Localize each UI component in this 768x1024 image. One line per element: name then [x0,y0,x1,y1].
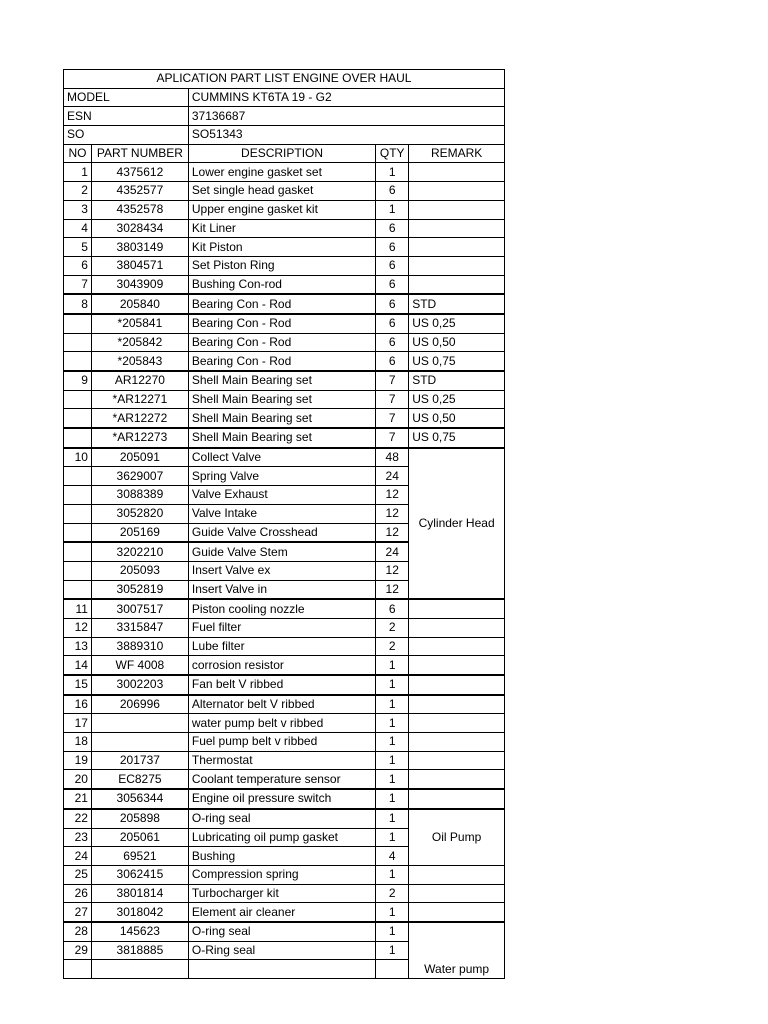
sheet-viewport [63,69,505,976]
cell-description: Kit Liner [188,219,375,238]
cell-qty: 1 [376,770,409,789]
cell-no: 28 [64,922,92,941]
cell-remark [409,599,505,618]
table-row [64,789,505,809]
cell-qty: 6 [376,182,409,201]
cell-description: Turbocharger kit [188,884,375,903]
cell-description: Element air cleaner [188,903,375,922]
table-row [64,371,505,390]
table-row [64,238,505,257]
cell-part-number: 3801814 [91,884,188,903]
cell-description: Collect Valve [188,448,375,467]
cell-remark [409,865,505,884]
cell-no [64,314,92,333]
table-row [64,751,505,770]
table-row [64,675,505,695]
table-row [64,618,505,637]
cell-description: O-ring seal [188,809,375,828]
table-row [64,809,505,828]
cell-remark [409,656,505,675]
cell-remark [409,751,505,770]
info-value: SO51343 [188,126,504,145]
cell-no: 26 [64,884,92,903]
cell-no: 27 [64,903,92,922]
cell-no: 18 [64,733,92,752]
table-row [64,903,505,922]
cell-qty: 2 [376,884,409,903]
table-row [64,333,505,352]
cell-part-number: 69521 [91,847,188,866]
cell-no [64,486,92,505]
cell-qty: 12 [376,580,409,599]
cell-description: Valve Intake [188,504,375,523]
cell-remark: US 0,50 [409,333,505,352]
cell-no: 1 [64,163,92,182]
cell-no: 12 [64,618,92,637]
group-remark-oil-pump: Oil Pump [409,809,505,866]
header-part-number: PART NUMBER [91,144,188,163]
cell-remark [409,695,505,714]
cell-part-number: 205061 [91,828,188,847]
cell-description: Lubricating oil pump gasket [188,828,375,847]
cell-qty: 6 [376,219,409,238]
cell-remark [409,770,505,789]
cell-qty: 6 [376,238,409,257]
cell-qty: 1 [376,695,409,714]
group-remark-cylinder-head: Cylinder Head [409,448,505,600]
cell-description: Lube filter [188,637,375,656]
cell-qty: 6 [376,333,409,352]
cell-part-number: 4352578 [91,200,188,219]
cell-no: 9 [64,371,92,390]
info-row-model [64,88,505,107]
table-row [64,922,505,941]
cell-part-number: 3315847 [91,618,188,637]
part-list-table [63,69,505,979]
cell-description: Set single head gasket [188,182,375,201]
cell-no: 29 [64,941,92,960]
cell-description: Shell Main Bearing set [188,371,375,390]
cell-qty: 1 [376,714,409,733]
info-label: ESN [64,107,189,126]
cell-qty: 1 [376,922,409,941]
cell-qty: 1 [376,903,409,922]
cell-part-number: 3007517 [91,599,188,618]
cell-description: Spring Valve [188,467,375,486]
table-row [64,714,505,733]
header-row [64,144,505,163]
cell-description: Shell Main Bearing set [188,428,375,448]
cell-qty: 6 [376,256,409,275]
cell-qty: 1 [376,865,409,884]
cell-description: Compression spring [188,865,375,884]
cell-no: 13 [64,637,92,656]
cell-qty: 12 [376,504,409,523]
cell-qty: 12 [376,486,409,505]
table-row [64,884,505,903]
cell-remark [409,903,505,922]
cell-part-number: 3202210 [91,542,188,561]
cell-part-number [91,714,188,733]
cell-remark [409,200,505,219]
cell-description: Lower engine gasket set [188,163,375,182]
cell-remark [409,219,505,238]
cell-part-number: 205091 [91,448,188,467]
info-value: 37136687 [188,107,504,126]
info-label: SO [64,126,189,145]
cell-part-number: 3002203 [91,675,188,695]
table-row [64,865,505,884]
cell-no [64,561,92,580]
cell-part-number [91,733,188,752]
cell-part-number: AR12270 [91,371,188,390]
cell-no [64,523,92,542]
cell-description: Set Piston Ring [188,256,375,275]
empty-cell [91,960,188,979]
cell-no: 7 [64,275,92,294]
table-row [64,163,505,182]
table-row [64,770,505,789]
table-row [64,352,505,371]
cell-description: Insert Valve in [188,580,375,599]
cell-no: 11 [64,599,92,618]
cell-part-number: 3088389 [91,486,188,505]
cell-remark [409,675,505,695]
cell-description: Valve Exhaust [188,486,375,505]
table-row [64,695,505,714]
table-row [64,733,505,752]
cell-qty: 6 [376,599,409,618]
cell-part-number: 3062415 [91,865,188,884]
cell-remark: US 0,25 [409,390,505,409]
table-row [64,656,505,675]
cell-part-number: 3052819 [91,580,188,599]
cell-description: Fuel filter [188,618,375,637]
cell-remark [409,733,505,752]
cell-no [64,428,92,448]
cell-no: 17 [64,714,92,733]
cell-remark: US 0,25 [409,314,505,333]
cell-remark [409,714,505,733]
table-row [64,409,505,428]
cell-description: Upper engine gasket kit [188,200,375,219]
cell-remark [409,238,505,257]
empty-cell [64,960,92,979]
cell-description: Guide Valve Stem [188,542,375,561]
cell-no: 10 [64,448,92,467]
cell-part-number: 3052820 [91,504,188,523]
cell-remark [409,637,505,656]
cell-no: 21 [64,789,92,809]
cell-remark [409,618,505,637]
cell-qty: 1 [376,733,409,752]
cell-no: 24 [64,847,92,866]
group-remark-water-pump: Water pump [409,922,505,979]
cell-part-number: 3889310 [91,637,188,656]
table-row [64,256,505,275]
cell-qty: 1 [376,656,409,675]
cell-part-number: 4352577 [91,182,188,201]
cell-part-number: 3804571 [91,256,188,275]
sheet-title: APLICATION PART LIST ENGINE OVER HAUL [64,70,505,89]
cell-part-number: *205843 [91,352,188,371]
info-row-esn [64,107,505,126]
cell-no: 16 [64,695,92,714]
cell-description: Fan belt V ribbed [188,675,375,695]
cell-no [64,542,92,561]
cell-qty: 4 [376,847,409,866]
cell-qty: 48 [376,448,409,467]
cell-part-number: *205841 [91,314,188,333]
cell-part-number: 3629007 [91,467,188,486]
cell-remark: US 0,75 [409,352,505,371]
cell-remark: STD [409,294,505,314]
cell-no: 22 [64,809,92,828]
empty-cell [188,960,375,979]
cell-qty: 1 [376,809,409,828]
cell-remark [409,275,505,294]
cell-qty: 1 [376,163,409,182]
cell-description: Piston cooling nozzle [188,599,375,618]
table-row [64,599,505,618]
cell-qty: 7 [376,390,409,409]
cell-no: 2 [64,182,92,201]
cell-qty: 6 [376,314,409,333]
cell-qty: 7 [376,371,409,390]
table-row [64,390,505,409]
cell-qty: 6 [376,275,409,294]
cell-description: Thermostat [188,751,375,770]
cell-qty: 24 [376,467,409,486]
cell-description: O-ring seal [188,922,375,941]
cell-no [64,409,92,428]
cell-description: Insert Valve ex [188,561,375,580]
cell-remark [409,884,505,903]
cell-part-number: 3018042 [91,903,188,922]
table-row [64,275,505,294]
cell-part-number: 205840 [91,294,188,314]
cell-qty: 2 [376,637,409,656]
cell-part-number: 3803149 [91,238,188,257]
cell-qty: 1 [376,675,409,695]
cell-qty: 7 [376,428,409,448]
table-row [64,448,505,467]
cell-description: Engine oil pressure switch [188,789,375,809]
table-row [64,294,505,314]
cell-no: 6 [64,256,92,275]
cell-no [64,333,92,352]
header-qty: QTY [376,144,409,163]
cell-no: 15 [64,675,92,695]
cell-no: 20 [64,770,92,789]
table-row [64,637,505,656]
table-row [64,200,505,219]
cell-no: 25 [64,865,92,884]
cell-qty: 1 [376,200,409,219]
table-row [64,314,505,333]
cell-qty: 6 [376,352,409,371]
cell-description: Shell Main Bearing set [188,390,375,409]
cell-description: Bushing [188,847,375,866]
cell-no [64,504,92,523]
cell-qty: 2 [376,618,409,637]
cell-description: Kit Piston [188,238,375,257]
info-row-so [64,126,505,145]
cell-part-number: 3043909 [91,275,188,294]
cell-part-number: *205842 [91,333,188,352]
cell-remark [409,182,505,201]
header-description: DESCRIPTION [188,144,375,163]
cell-part-number: 4375612 [91,163,188,182]
cell-part-number: EC8275 [91,770,188,789]
table-row [64,428,505,448]
empty-cell [376,960,409,979]
cell-no: 4 [64,219,92,238]
title-row [64,70,505,89]
cell-remark: US 0,50 [409,409,505,428]
cell-no [64,352,92,371]
cell-no [64,467,92,486]
cell-description: Guide Valve Crosshead [188,523,375,542]
cell-no [64,580,92,599]
cell-part-number: 145623 [91,922,188,941]
cell-part-number: *AR12272 [91,409,188,428]
cell-description: O-Ring seal [188,941,375,960]
cell-description: corrosion resistor [188,656,375,675]
cell-description: Bearing Con - Rod [188,352,375,371]
cell-remark [409,163,505,182]
cell-part-number: WF 4008 [91,656,188,675]
cell-no: 23 [64,828,92,847]
info-label: MODEL [64,88,189,107]
cell-description: Bearing Con - Rod [188,294,375,314]
cell-part-number: *AR12273 [91,428,188,448]
cell-description: Alternator belt V ribbed [188,695,375,714]
header-remark: REMARK [409,144,505,163]
cell-no: 19 [64,751,92,770]
cell-description: Shell Main Bearing set [188,409,375,428]
cell-qty: 12 [376,523,409,542]
cell-part-number: 3818885 [91,941,188,960]
cell-no: 3 [64,200,92,219]
cell-part-number: 205169 [91,523,188,542]
cell-part-number: 205898 [91,809,188,828]
cell-qty: 1 [376,751,409,770]
info-value: CUMMINS KT6TA 19 - G2 [188,88,504,107]
table-row [64,182,505,201]
cell-description: Bearing Con - Rod [188,314,375,333]
cell-qty: 1 [376,828,409,847]
cell-part-number: *AR12271 [91,390,188,409]
cell-part-number: 3028434 [91,219,188,238]
cell-no: 8 [64,294,92,314]
cell-description: Bushing Con-rod [188,275,375,294]
cell-qty: 6 [376,294,409,314]
cell-no [64,390,92,409]
cell-no: 5 [64,238,92,257]
cell-no: 14 [64,656,92,675]
cell-description: water pump belt v ribbed [188,714,375,733]
cell-qty: 24 [376,542,409,561]
cell-part-number: 3056344 [91,789,188,809]
cell-remark [409,256,505,275]
cell-description: Coolant temperature sensor [188,770,375,789]
cell-remark: STD [409,371,505,390]
cell-remark: US 0,75 [409,428,505,448]
cell-qty: 1 [376,789,409,809]
cell-description: Bearing Con - Rod [188,333,375,352]
cell-description: Fuel pump belt v ribbed [188,733,375,752]
cell-part-number: 205093 [91,561,188,580]
cell-qty: 7 [376,409,409,428]
cell-part-number: 201737 [91,751,188,770]
cell-remark [409,789,505,809]
header-no: NO [64,144,92,163]
cell-part-number: 206996 [91,695,188,714]
cell-qty: 12 [376,561,409,580]
table-row [64,219,505,238]
cell-qty: 1 [376,941,409,960]
